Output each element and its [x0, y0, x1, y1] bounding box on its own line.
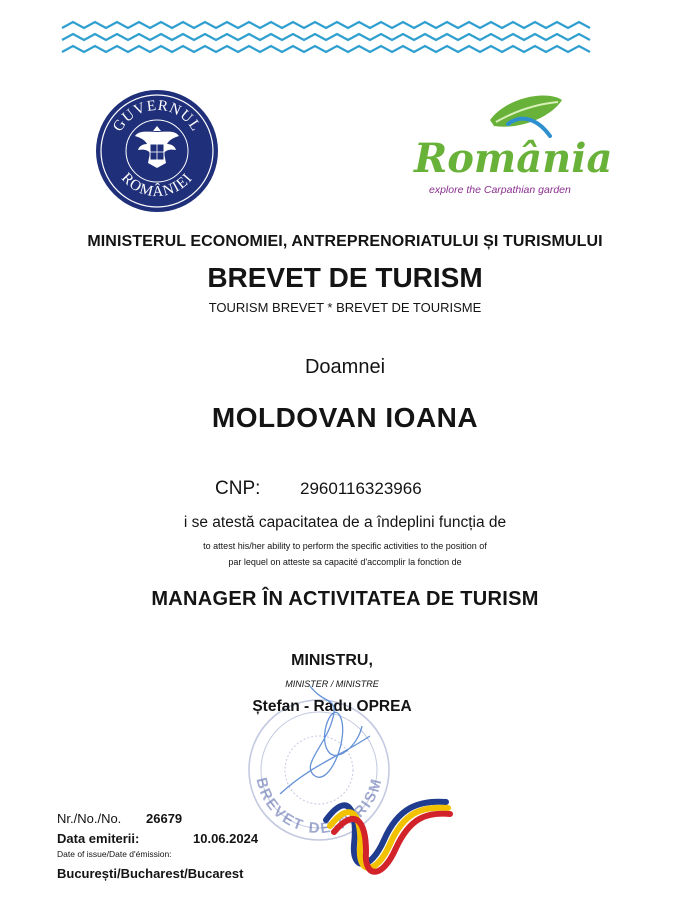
romania-leaf-icon: [412, 92, 613, 200]
holder-name: MOLDOVAN IOANA: [211, 402, 479, 433]
signatory-name: Ștefan - Radu OPREA: [252, 698, 412, 715]
signatory-subtitle: MINISTER / MINISTRE: [285, 679, 379, 689]
issue-date-value: 10.06.2024: [193, 831, 259, 846]
function-title: MANAGER ÎN ACTIVITATEA DE TURISM: [151, 588, 539, 610]
issue-number-value: 26679: [146, 811, 183, 826]
salutation: Doamnei: [304, 356, 386, 378]
document-title: BREVET DE TURISM: [207, 262, 483, 293]
issue-date-sublabel: Date of issue/Date d'émission:: [57, 849, 172, 859]
issue-place: București/Bucharest/Bucarest: [57, 866, 244, 881]
handwritten-signature: [270, 676, 390, 806]
ministry-name: MINISTERUL ECONOMIEI, ANTREPRENORIATULUI ȘI TURISMULUI: [87, 233, 603, 250]
seal-bottom-text: ROMÂNIEI: [117, 169, 197, 201]
decorative-zigzag-border: [60, 12, 600, 60]
cnp-label: CNP:: [215, 478, 261, 499]
seal-top-text: GUVERNUL: [110, 97, 204, 135]
signatory-title: MINISTRU,: [291, 652, 373, 669]
issue-number-label: Nr./No./No.: [57, 811, 122, 826]
stamp-text: BREVET DE TURISM: [252, 775, 386, 838]
romania-wordmark: România: [414, 135, 613, 182]
tricolor-ribbon-icon: [318, 790, 458, 880]
attestation-ro: i se atestă capacitatea de a îndeplini funcția de: [183, 514, 507, 531]
attestation-en: to attest his/her ability to perform the specific activities to the position of: [203, 541, 487, 551]
romania-brand-logo: [412, 92, 613, 200]
attestation-fr: par lequel on atteste sa capacité d'accomplir la fonction de: [228, 557, 462, 567]
issue-date-label: Data emiterii:: [57, 831, 140, 846]
cnp-value: 2960116323966: [300, 479, 422, 498]
government-seal-logo: [94, 88, 220, 214]
romania-tagline: explore the Carpathian garden: [429, 184, 571, 196]
document-subtitle: TOURISM BREVET * BREVET DE TOURISME: [208, 300, 482, 315]
